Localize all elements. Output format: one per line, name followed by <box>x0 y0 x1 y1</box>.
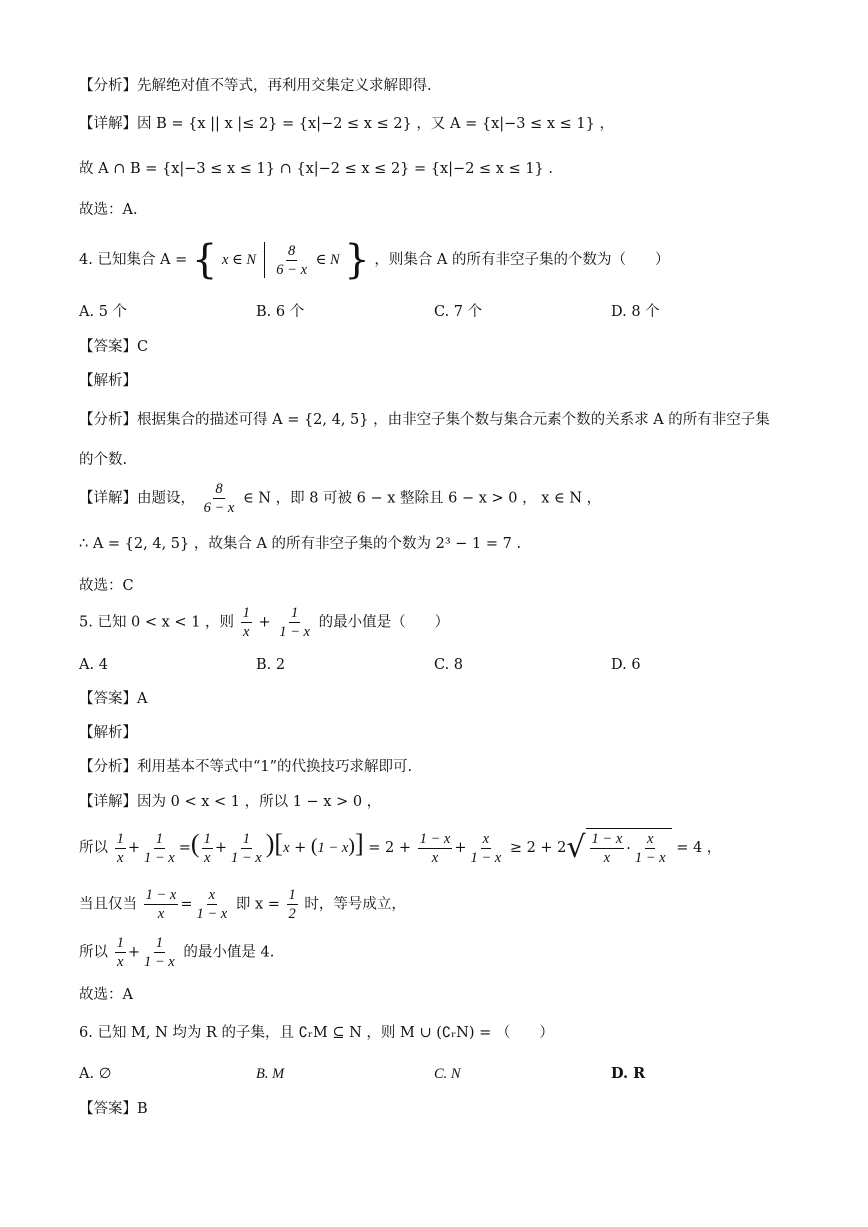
detail-line: 【详解】因 B = {x || x |≤ 2} = {x|−2 ≤ x ≤ 2} ，又 A = {x|−3 ≤ x ≤ 1} ， <box>79 116 614 132</box>
analysis-line: 【分析】先解绝对值不等式，再利用交集定义求解即得. <box>79 78 432 94</box>
q6-option-b: B. M <box>256 1066 285 1082</box>
q4-analysis-2: 的个数. <box>79 452 128 468</box>
q5-analysis-1: 【分析】利用基本不等式中“1”的代换技巧求解即可. <box>79 759 413 775</box>
choice-line: 故选：A. <box>79 202 138 218</box>
q4-choice: 故选：C <box>79 578 134 594</box>
q4-detail: 【详解】由题设， $\frac{8}{6 - x}$ ∈ N ，即 8 可被 6 − x 整除且 6 − x > 0 ， x ∈ N ， <box>79 481 602 516</box>
q5-derivation: 所以 $\frac{1}{x}$ + $\frac{1}{1 - x}$ =( $\frac{1}{x}$ + $\frac{1}{1 - x}$ )[x + (1 − x)] = 2 + $\frac{1 - x}{x}$ + $\frac{x}{1 - x}$ ≥ 2 + 2 √ $\frac{1 - x}{x}$ · $\frac{x}{1 - x}$ = 4 ， <box>79 829 722 866</box>
q5-choice: 故选：A <box>79 987 133 1003</box>
set-membership: ∈ N <box>315 252 340 268</box>
q5-analysis-label: 【解析】 <box>79 725 137 741</box>
q5-equality-condition: 当且仅当 $\frac{1 - x}{x}$ = $\frac{x}{1 - x}$ 即 x = $\frac{1}{2}$ 时，等号成立， <box>79 887 406 922</box>
conclusion-line: 故 A ∩ B = {x|−3 ≤ x ≤ 1} ∩ {x|−2 ≤ x ≤ 2} = {x|−2 ≤ x ≤ 1} . <box>79 161 554 177</box>
question-4 <box>79 237 670 283</box>
question-5: 5. 已知 0 < x < 1 ，则 $\frac{1}{x}$ + $\frac{1}{1 - x}$ 的最小值是（ ） <box>79 605 450 640</box>
q5-option-a: A. 4 <box>79 657 108 673</box>
q5-option-c: C. 8 <box>434 657 464 673</box>
fraction: $\frac{8}{6 - x}$ <box>276 242 308 278</box>
q6-option-a: A. ∅ <box>79 1066 112 1082</box>
q4-answer: 【答案】C <box>79 339 149 355</box>
q5-answer: 【答案】A <box>79 691 148 707</box>
q4-analysis-1: 【分析】根据集合的描述可得 A = {2, 4, 5} ，由非空子集个数与集合元素个数的关系求 A 的所有非空子集 <box>79 412 770 428</box>
q4-detail-2: ∴ A = {2, 4, 5} ，故集合 A 的所有非空子集的个数为 2³ − 1 = 7 . <box>79 536 522 552</box>
q4-option-b: B. 6 个 <box>256 304 305 320</box>
q4-option-c: C. 7 个 <box>434 304 483 320</box>
q5-option-b: B. 2 <box>256 657 286 673</box>
q6-option-d: D. R <box>611 1065 646 1082</box>
left-brace: { <box>191 237 218 283</box>
q4-option-d: D. 8 个 <box>611 304 660 320</box>
set-condition: x ∈ N <box>221 252 257 268</box>
q4-prefix: 4. 已知集合 A = <box>79 252 188 268</box>
set-divider <box>264 242 265 278</box>
q6-answer: 【答案】B <box>79 1101 148 1117</box>
q4-suffix: ，则集合 A 的所有非空子集的个数为（ ） <box>374 252 670 268</box>
q5-detail-1: 【详解】因为 0 < x < 1 ，所以 1 − x > 0 ， <box>79 794 382 810</box>
q4-analysis-label: 【解析】 <box>79 373 137 389</box>
q5-conclusion: 所以 $\frac{1}{x}$ + $\frac{1}{1 - x}$ 的最小值是 4. <box>79 935 275 970</box>
right-brace: } <box>344 237 370 283</box>
q4-option-a: A. 5 个 <box>79 304 128 320</box>
question-6: 6. 已知 M, N 均为 R 的子集，且 ∁ᵣM ⊆ N ，则 M ∪ (∁ᵣN) = （ ） <box>79 1025 554 1041</box>
q5-option-d: D. 6 <box>611 657 641 673</box>
q6-option-c: C. N <box>434 1066 461 1082</box>
